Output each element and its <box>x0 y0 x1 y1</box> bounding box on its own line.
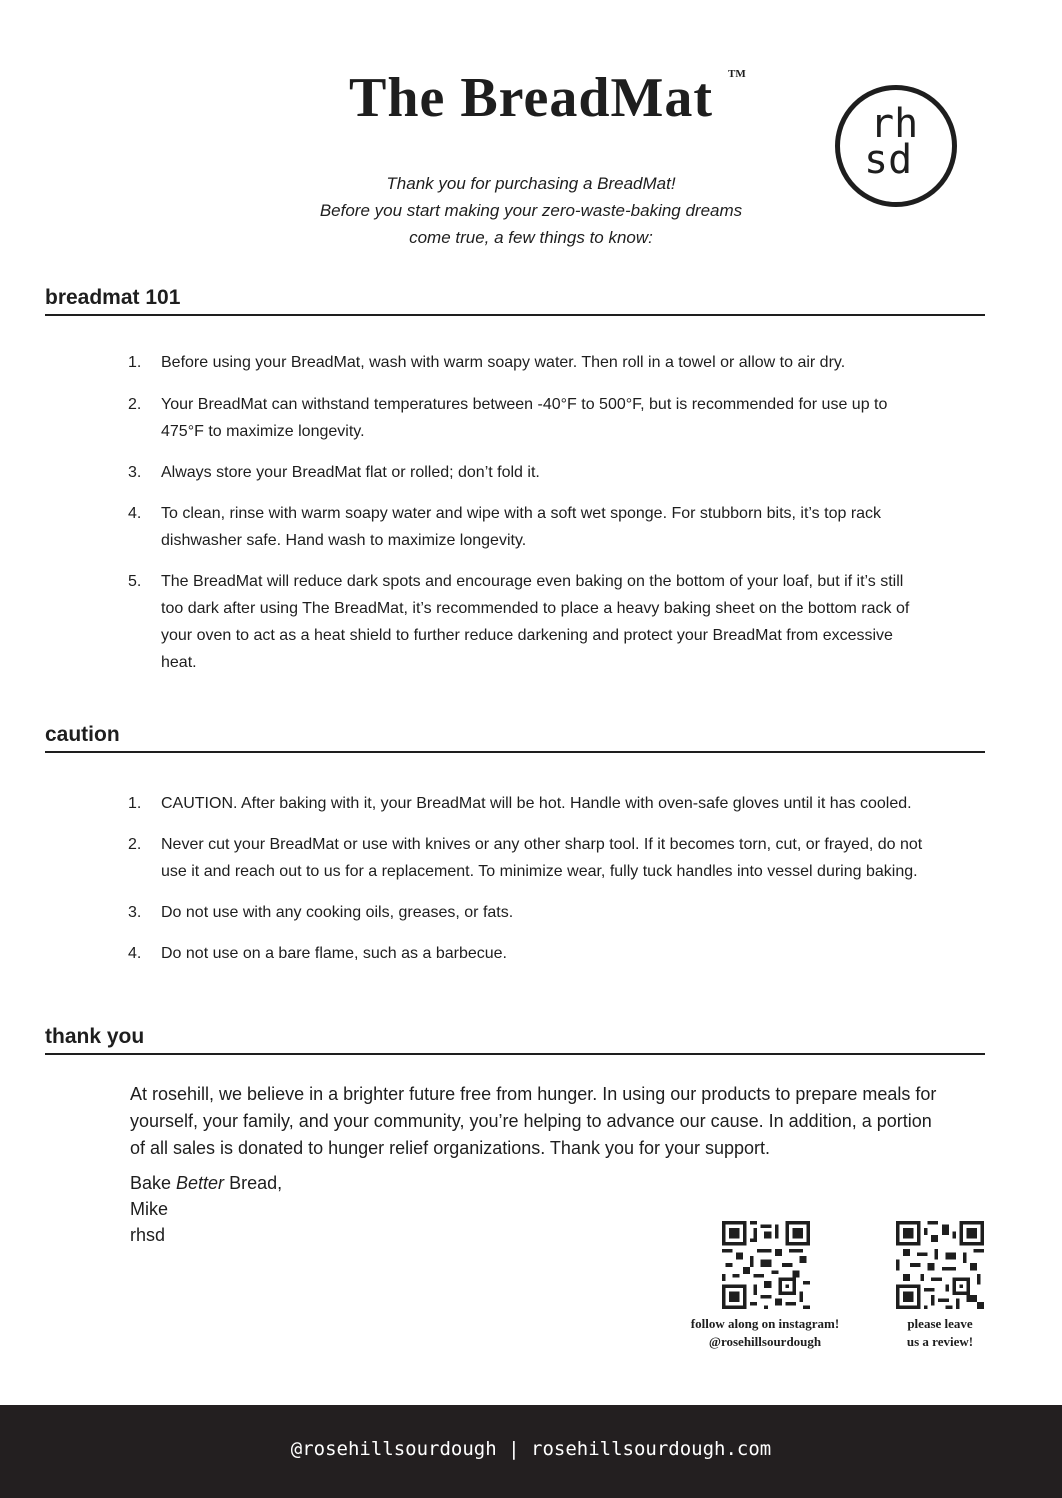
list-item <box>128 790 948 817</box>
list-text: Do not use with any cooking oils, greases, or fats. <box>161 904 514 921</box>
list-item <box>128 459 918 486</box>
list-number: 1. <box>128 795 142 812</box>
section-heading-caution: caution <box>45 723 985 753</box>
instagram-qr-code[interactable] <box>722 1221 810 1314</box>
logo-line-2: sd <box>864 137 913 183</box>
logo-line-1: rh <box>870 101 919 147</box>
list-item <box>128 568 918 676</box>
list-item <box>128 940 948 967</box>
intro-text <box>0 170 1062 251</box>
footer-text: @rosehillsourdough | rosehillsourdough.com <box>290 1438 772 1460</box>
list-number: 5. <box>128 573 142 590</box>
list-number: 4. <box>128 505 142 522</box>
list-text: CAUTION. After baking with it, your BreadMat will be hot. Handle with oven-safe gloves until it has cooled. <box>161 795 912 812</box>
page-title: The BreadMat <box>348 67 714 129</box>
list-item <box>128 391 918 445</box>
trademark-mark: TM <box>728 68 746 80</box>
list-number: 2. <box>128 836 142 853</box>
list-number: 2. <box>128 396 142 413</box>
section-heading-breadmat101: breadmat 101 <box>45 286 985 316</box>
list-item <box>128 899 948 926</box>
list-text: To clean, rinse with warm soapy water and wipe with a soft wet sponge. For stubborn bits, it’s top rack dishwasher safe. Hand wash to maximize longevity. <box>161 505 882 549</box>
review-caption: please leave us a review! <box>906 1316 974 1349</box>
list-item <box>128 500 918 554</box>
section-heading-thank-you: thank you <box>45 1025 985 1055</box>
sign-name: Mike <box>130 1199 169 1219</box>
intro-line: come true, a few things to know: <box>409 228 653 247</box>
list-text: Do not use on a bare flame, such as a barbecue. <box>161 945 507 962</box>
review-qr-code[interactable] <box>896 1221 984 1314</box>
instagram-caption: follow along on instagram! @rosehillsourdough <box>690 1316 840 1349</box>
intro-line: Thank you for purchasing a BreadMat! <box>386 174 676 193</box>
list-text: Before using your BreadMat, wash with warm soapy water. Then roll in a towel or allow to air dry. <box>161 354 846 371</box>
list-text: Always store your BreadMat flat or rolled; don’t fold it. <box>161 464 540 481</box>
intro-line: Before you start making your zero-waste-baking dreams <box>319 201 743 220</box>
list-number: 4. <box>128 945 142 962</box>
sign-off: Bake Better Bread, <box>130 1173 283 1193</box>
list-text: Never cut your BreadMat or use with knives or any other sharp tool. If it becomes torn, cut, or frayed, do not use it and reach out to us for a replacement. To minimize wear, fully tuck handles into vessel during baking. <box>161 836 923 880</box>
list-text: Your BreadMat can withstand temperatures between -40°F to 500°F, but is recommended for use up to 475°F to maximize longevity. <box>161 396 888 440</box>
thank-you-body: At rosehill, we believe in a brighter future free from hunger. In using our products to prepare meals for yourself, your family, and your community, you’re helping to advance our cause. In addition, a portion of all sales is donated to hunger relief organizations. Thank you for your support. <box>130 1084 937 1158</box>
list-number: 3. <box>128 904 142 921</box>
list-text: The BreadMat will reduce dark spots and encourage even baking on the bottom of your loaf, but if it’s still too dark after using The BreadMat, it’s recommended to place a heavy baking sheet on the bottom rack of your oven to act as a heat shield to further reduce darkening and protect your BreadMat from excessive heat. <box>161 573 910 671</box>
sign-org: rhsd <box>130 1225 166 1245</box>
list-item <box>128 831 948 885</box>
list-number: 1. <box>128 354 142 371</box>
footer-bar <box>0 1405 1062 1498</box>
signature-block <box>130 1170 282 1248</box>
list-item <box>128 349 918 376</box>
list-number: 3. <box>128 464 142 481</box>
